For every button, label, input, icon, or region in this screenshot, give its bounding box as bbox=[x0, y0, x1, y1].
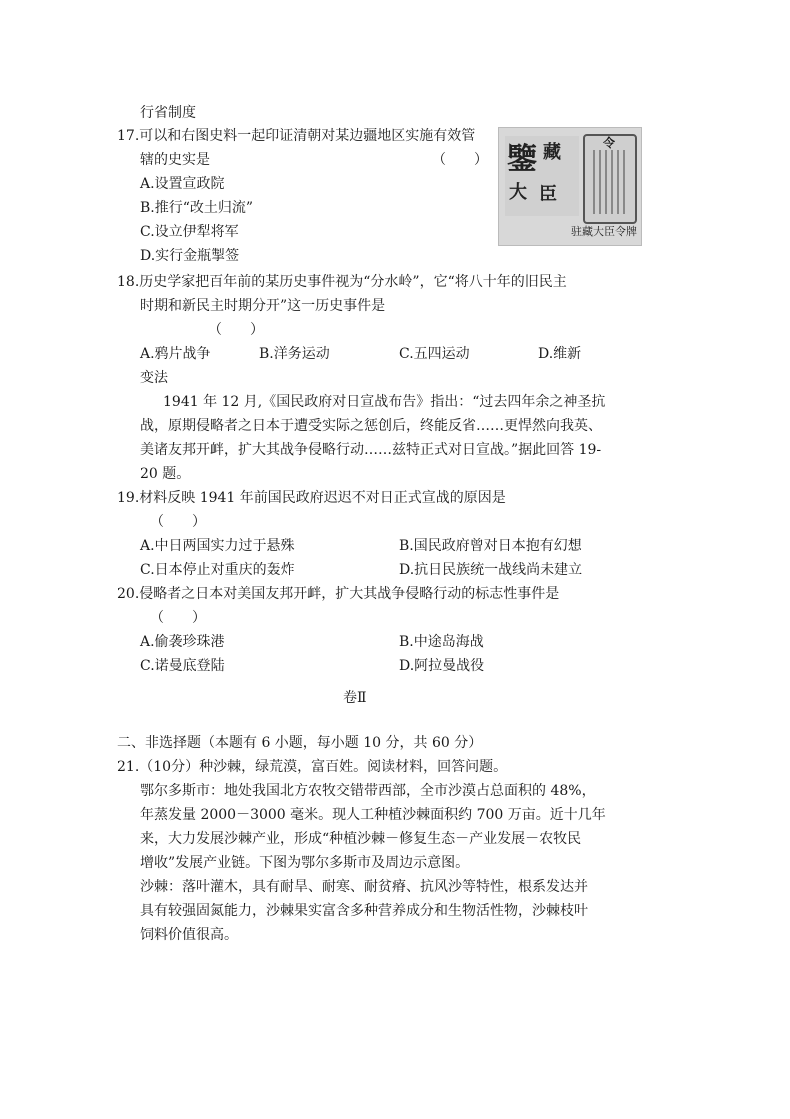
q18-option-b: B.洋务运动 bbox=[259, 346, 330, 362]
q20-option-b: B.中途岛海战 bbox=[399, 634, 484, 650]
material-line-4: 20 题。 bbox=[140, 466, 191, 482]
material-line-1: 1941 年 12 月,《国民政府对日宣战布告》指出：“过去四年余之神圣抗 bbox=[163, 394, 606, 410]
ordos-line-4: 增收”发展产业链。下图为鄂尔多斯市及周边示意图。 bbox=[140, 855, 470, 871]
material-line-2: 战，原期侵略者之日本于遭受实际之惩创后，终能反省……更悍然向我英、 bbox=[140, 418, 602, 434]
question-18-answer-blank: （ ） bbox=[208, 322, 264, 338]
question-21-stem: 21.（10分）种沙棘，绿荒漠，富百姓。阅读材料，回答问题。 bbox=[117, 759, 508, 775]
material-line-3: 美诸友邦开衅，扩大其战争侵略行动……兹特正式对日宣战。”据此回答 19- bbox=[140, 442, 602, 458]
question-18-stem-cont: 时期和新民主时期分开”这一历史事件是 bbox=[140, 298, 386, 314]
seabuckthorn-line-1: 沙棘：落叶灌木，具有耐旱、耐寒、耐贫瘠、抗风沙等特性，根系发达并 bbox=[140, 879, 588, 895]
image-caption: 驻藏大臣令牌 bbox=[571, 225, 637, 238]
seal-glyph-1: 鑒 bbox=[507, 142, 537, 177]
question-17-answer-blank: （ ） bbox=[432, 152, 488, 168]
ordos-line-1: 鄂尔多斯市：地处我国北方农牧交错带西部，全市沙漠占总面积的 48%， bbox=[140, 783, 596, 799]
token-inscription bbox=[593, 150, 627, 214]
seal-glyph-3: 大 bbox=[509, 182, 527, 203]
q18-option-d-cont: 变法 bbox=[140, 370, 168, 386]
q19-option-b: B.国民政府曾对日本抱有幻想 bbox=[399, 538, 582, 554]
ordos-line-3: 来，大力发展沙棘产业，形成“种植沙棘－修复生态－产业发展－农牧民 bbox=[140, 831, 582, 847]
q20-option-c: C.诺曼底登陆 bbox=[140, 658, 225, 674]
q16-tail-line: 行省制度 bbox=[140, 105, 196, 121]
qing-tablet-image bbox=[498, 127, 642, 246]
q17-option-b: B.推行“改土归流” bbox=[140, 200, 254, 216]
question-19-stem: 19.材料反映 1941 年前国民政府迟迟不对日正式宣战的原因是 bbox=[117, 490, 506, 506]
q18-option-a: A.鸦片战争 bbox=[140, 346, 211, 362]
q20-option-d: D.阿拉曼战役 bbox=[399, 658, 485, 674]
q17-option-d: D.实行金瓶掣签 bbox=[140, 248, 240, 264]
seal-glyph-2: 藏 bbox=[543, 142, 561, 163]
ordos-line-2: 年蒸发量 2000－3000 毫米。现人工种植沙棘面积约 700 万亩。近十几年 bbox=[140, 807, 606, 823]
q17-option-a: A.设置宣政院 bbox=[140, 176, 225, 192]
q19-option-a: A.中日两国实力过于悬殊 bbox=[140, 538, 295, 554]
question-18-stem: 18.历史学家把百年前的某历史事件视为“分水岭”，它“将八十年的旧民主 bbox=[117, 274, 567, 290]
q20-option-a: A.偷袭珍珠港 bbox=[140, 634, 225, 650]
q18-option-d: D.维新 bbox=[538, 346, 582, 362]
seabuckthorn-line-3: 饲料价值很高。 bbox=[140, 927, 238, 943]
question-17-stem-cont: 辖的史实是 bbox=[140, 152, 210, 168]
q19-option-c: C.日本停止对重庆的轰炸 bbox=[140, 562, 295, 578]
token-plate bbox=[583, 134, 637, 224]
question-17-stem: 17.可以和右图史料一起印证清朝对某边疆地区实施有效管 bbox=[117, 128, 476, 144]
section-2-heading: 二、非选择题（本题有 6 小题，每小题 10 分，共 60 分） bbox=[117, 735, 483, 751]
token-header: 令 bbox=[603, 136, 616, 150]
question-20-stem: 20.侵略者之日本对美国友邦开衅，扩大其战争侵略行动的标志性事件是 bbox=[117, 586, 560, 602]
q19-option-d: D.抗日民族统一战线尚未建立 bbox=[399, 562, 583, 578]
seal-glyph-4: 臣 bbox=[539, 184, 557, 205]
q18-option-c: C.五四运动 bbox=[399, 346, 470, 362]
question-19-answer-blank: （ ） bbox=[150, 514, 206, 530]
q17-option-c: C.设立伊犁将军 bbox=[140, 224, 239, 240]
volume-2-heading: 卷Ⅱ bbox=[343, 690, 367, 706]
seabuckthorn-line-2: 具有较强固氮能力，沙棘果实富含多种营养成分和生物活性物，沙棘枝叶 bbox=[140, 903, 588, 919]
question-20-answer-blank: （ ） bbox=[150, 610, 206, 626]
